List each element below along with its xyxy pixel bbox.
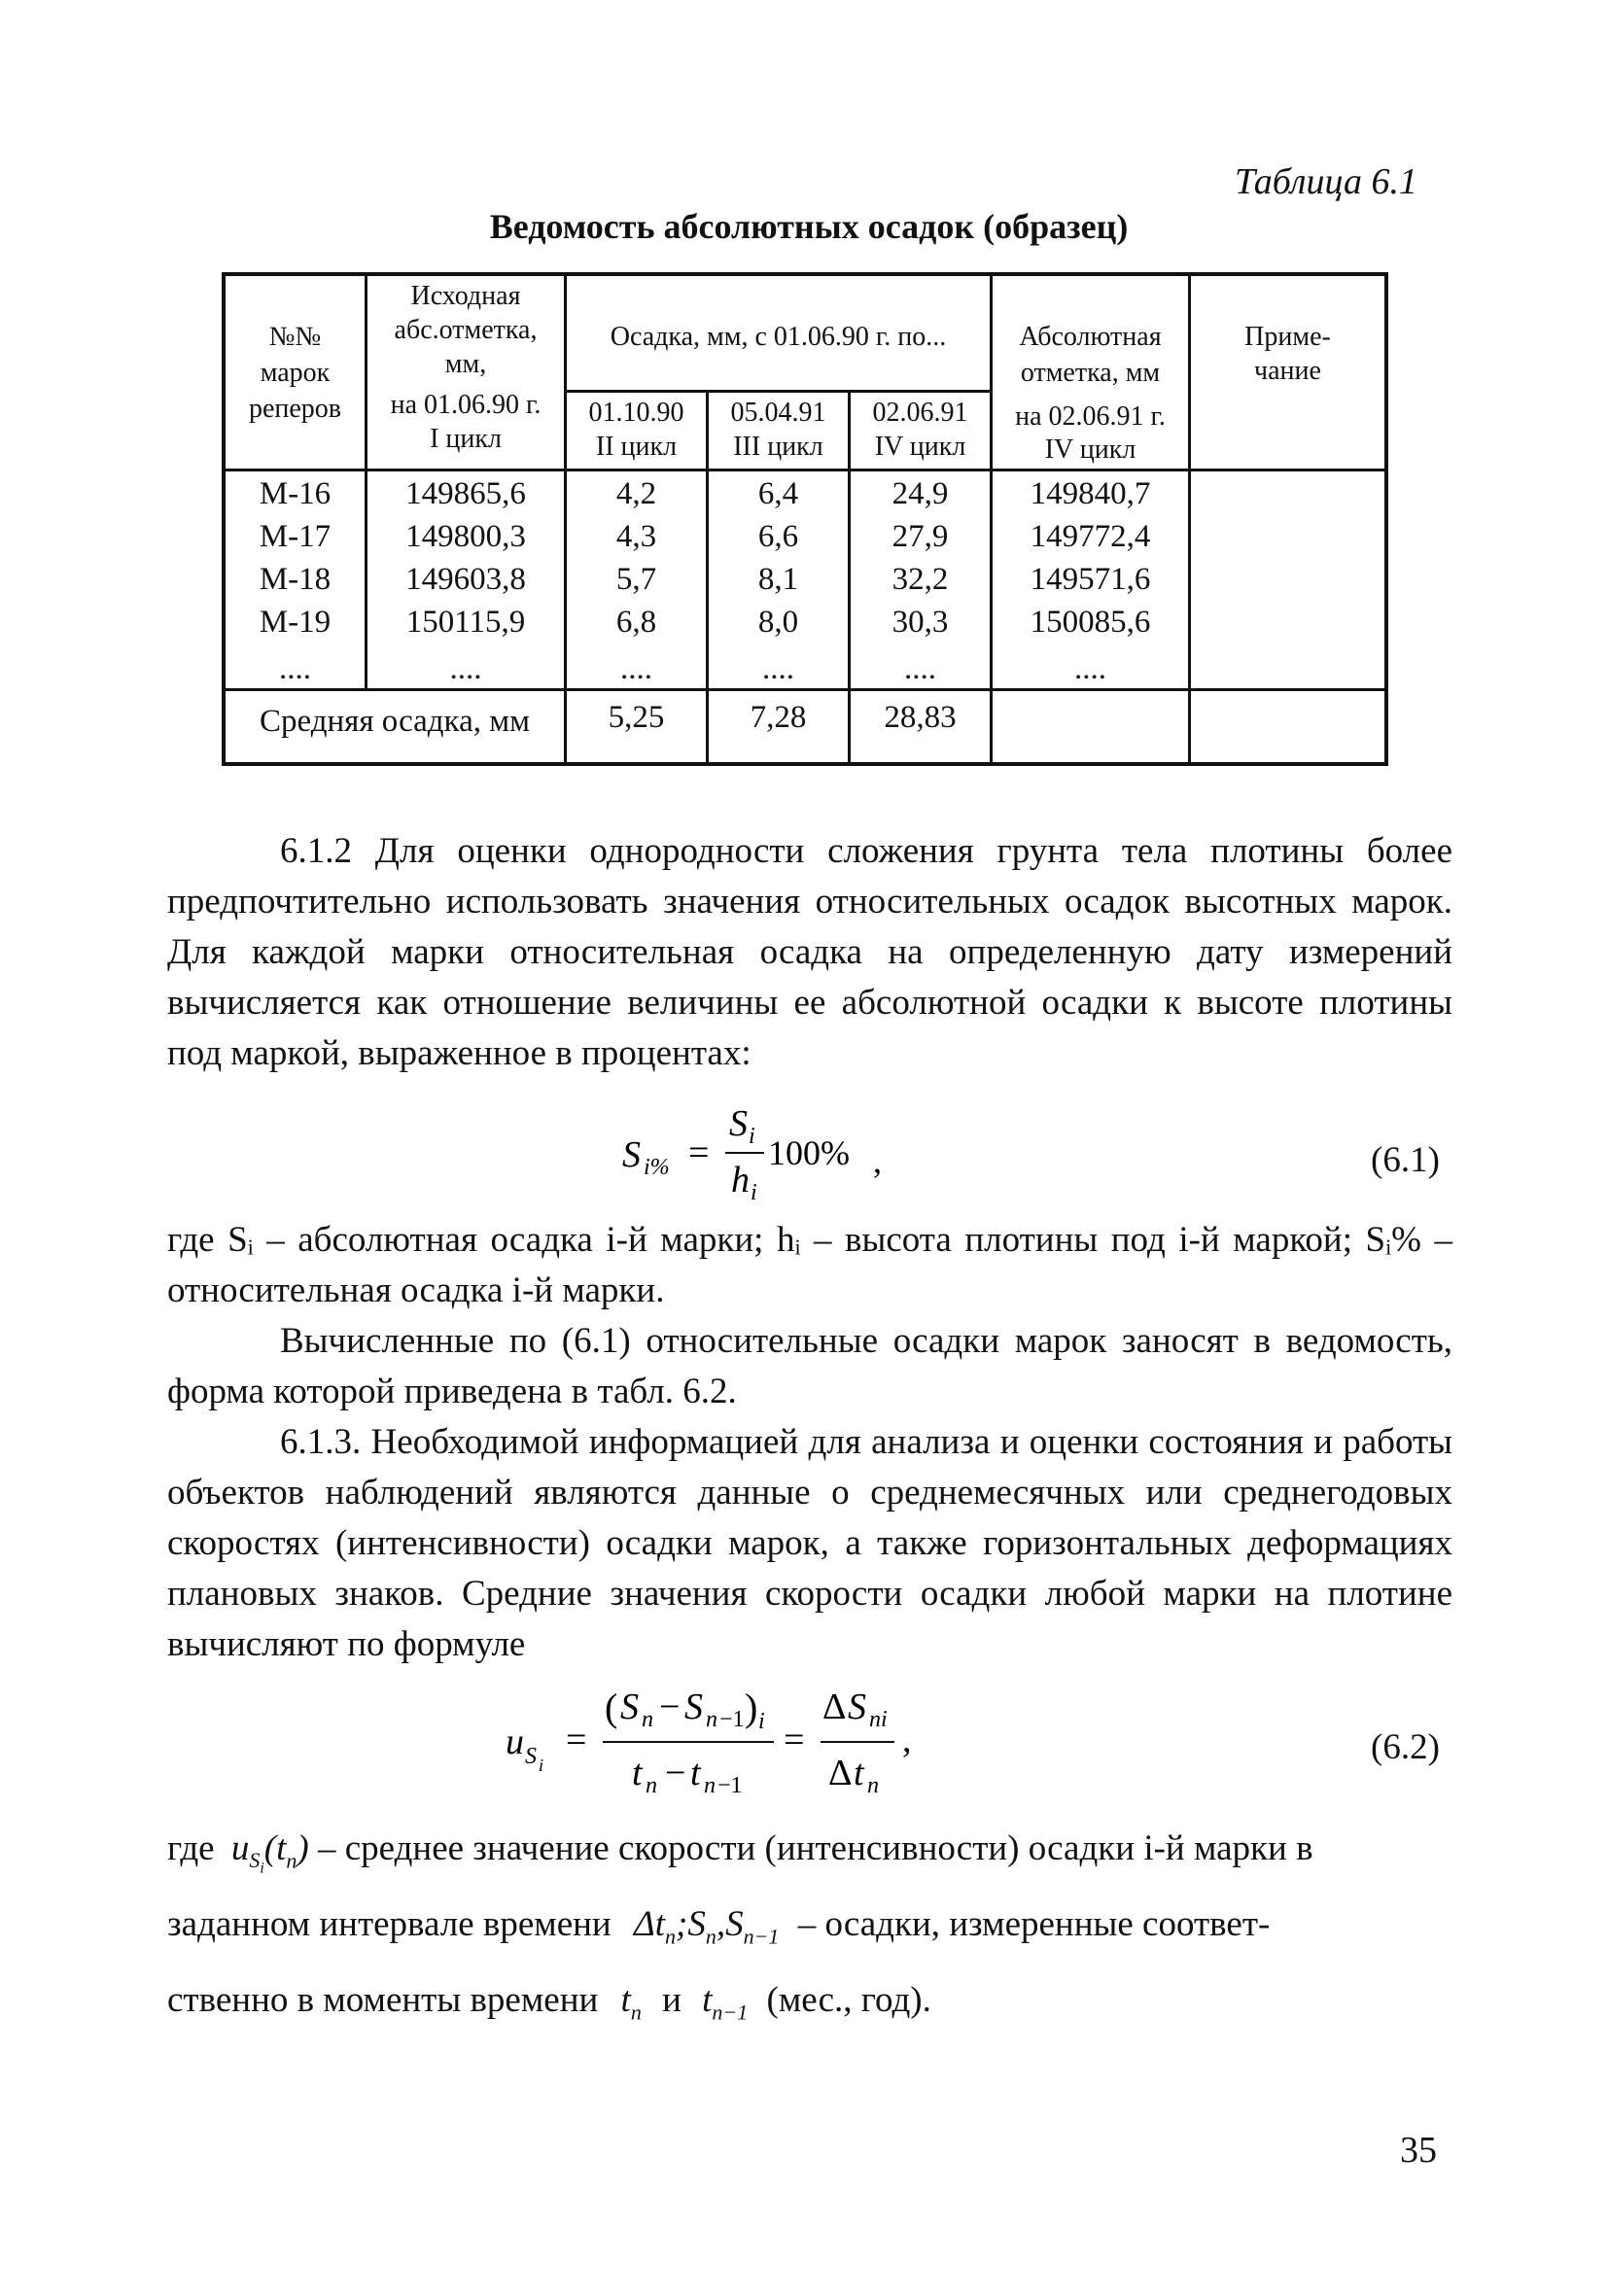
svg-text:n: n — [704, 1773, 716, 1798]
table-cell-c4: 24,9 — [891, 476, 949, 511]
table-cell-initial: 149865,6 — [405, 476, 526, 511]
svg-text:S: S — [525, 1744, 537, 1769]
svg-text:i: i — [758, 1709, 765, 1734]
table-cell-abs: .... — [1074, 651, 1106, 686]
equation-6-2 — [486, 1674, 992, 1810]
svg-text:−1: −1 — [717, 1773, 743, 1798]
header-marks: №№ марок реперов — [248, 322, 342, 424]
header-initial: Исходная абс.отметка, мм, на 01.06.90 г. I цикл — [390, 281, 542, 455]
row-divider — [226, 688, 1384, 691]
svg-text:S: S — [684, 1687, 703, 1727]
svg-text:i: i — [751, 1180, 757, 1203]
table-cell-c3: 8,0 — [757, 605, 799, 640]
table-cell-initial: 149800,3 — [405, 519, 526, 554]
table-cell-mark: М-18 — [259, 562, 332, 597]
svg-text:n: n — [642, 1707, 653, 1732]
svg-text:S: S — [620, 1687, 639, 1727]
svg-text:,: , — [873, 1141, 882, 1180]
page-number: 35 — [1400, 2130, 1437, 2171]
table-cell-c3: 8,1 — [757, 562, 799, 597]
avg-cycle-4: 28,83 — [884, 700, 957, 735]
svg-text:S: S — [729, 1103, 748, 1144]
table-cell-initial: 149603,8 — [405, 562, 526, 597]
svg-text:−1: −1 — [719, 1707, 745, 1732]
table-cell-initial: .... — [449, 651, 482, 686]
avg-cycle-3: 7,28 — [750, 700, 807, 735]
equation-6-1 — [574, 1096, 924, 1203]
svg-text:n: n — [867, 1773, 879, 1798]
svg-text:Δ: Δ — [828, 1753, 853, 1793]
svg-text:S: S — [848, 1687, 866, 1727]
table-cell-mark: М-16 — [259, 476, 332, 511]
svg-text:=: = — [688, 1132, 710, 1173]
svg-text:−: − — [665, 1753, 686, 1793]
svg-text:i%: i% — [644, 1155, 670, 1180]
equation-6-1-number: (6.1) — [1371, 1140, 1440, 1180]
table-cell-c4: 32,2 — [891, 562, 949, 597]
svg-text:u: u — [506, 1722, 524, 1762]
table-cell-c4: .... — [904, 651, 936, 686]
svg-text:S: S — [622, 1134, 641, 1175]
header-cycle-2: 01.10.90 II цикл — [588, 398, 684, 462]
row-divider — [226, 469, 1384, 471]
table-cell-mark: .... — [279, 651, 311, 686]
table-cell-mark: М-17 — [259, 519, 332, 554]
svg-text:,: , — [902, 1720, 912, 1760]
table-title: Ведомость абсолютных осадок (образец) — [489, 207, 1129, 246]
table-cell-initial: 150115,9 — [405, 605, 526, 640]
svg-text:n: n — [646, 1773, 657, 1798]
svg-text:t: t — [690, 1753, 701, 1793]
header-absolute: Абсолютная отметка, мм на 02.06.91 г. IV цикл — [1015, 322, 1166, 466]
settlement-table — [222, 272, 1388, 766]
table-cell-c3: .... — [762, 651, 794, 686]
table-cell-abs: 149772,4 — [1030, 519, 1151, 554]
svg-text:t: t — [632, 1753, 643, 1793]
svg-text:=: = — [566, 1720, 587, 1760]
avg-label: Средняя осадка, мм — [259, 704, 531, 739]
table-cell-c2: .... — [620, 651, 652, 686]
header-settlement: Осадка, мм, с 01.06.90 г. по... — [610, 322, 947, 352]
table-cell-c3: 6,4 — [757, 476, 799, 511]
table-cell-c2: 4,2 — [615, 476, 657, 511]
equation-6-2-number: (6.2) — [1371, 1727, 1440, 1767]
svg-text:h: h — [731, 1160, 750, 1200]
svg-text:t: t — [854, 1753, 864, 1793]
table-cell-c3: 6,6 — [757, 519, 799, 554]
svg-text:−: − — [659, 1687, 681, 1727]
table-cell-c2: 5,7 — [615, 562, 657, 597]
eq1-factor: 100% — [768, 1133, 850, 1172]
svg-text:): ) — [745, 1686, 758, 1729]
header-cycle-4: 02.06.91 IV цикл — [872, 398, 968, 462]
svg-text:ni: ni — [869, 1707, 888, 1732]
avg-cycle-2: 5,25 — [608, 700, 665, 735]
table-cell-mark: М-19 — [259, 605, 332, 640]
svg-text:i: i — [539, 1756, 544, 1775]
svg-text:(: ( — [605, 1686, 618, 1729]
svg-text:=: = — [784, 1720, 805, 1760]
header-note: Приме- чание — [1244, 322, 1331, 386]
svg-text:i: i — [749, 1124, 755, 1149]
row-divider — [564, 390, 990, 393]
svg-text:n: n — [706, 1707, 717, 1732]
svg-text:Δ: Δ — [822, 1687, 847, 1727]
table-label: Таблица 6.1 — [1235, 161, 1417, 202]
table-cell-c4: 27,9 — [891, 519, 949, 554]
table-cell-abs: 149840,7 — [1030, 476, 1151, 511]
header-cycle-3: 05.04.91 III цикл — [730, 398, 826, 462]
paragraph-6-1-2: 6.1.2 Для оценки однородности сложения грунта тела плотины более предпочтительно использовать значения относительных осадок высотных марок. Для каждой марки относительная осадка на определенную дату измерений вычисляется как отношение величины ее абсолютной осадки к высоте плотины под маркой, выраженное в процентах: — [167, 831, 1452, 1073]
table-cell-abs: 150085,6 — [1030, 605, 1151, 640]
paragraph-where-1: где Sᵢ – абсолютная осадка i-й марки; hᵢ – высота плотины под i-й маркой; Sᵢ% – относительная осадка i-й марки. Вычисленные по (6.1) относительные осадки марок заносят в ведомость, форма которой приведена в табл. 6.2. 6.1.3. Необходимой информацией для анализа и оценки состояния и работы объектов наблюдений являются данные о среднемесячных или среднегодовых скоростях (интенсивности) осадки марок, а также горизонтальных деформациях плановых знаков. Средние значения скорости осадки любой марки на плотине вычисляют по формуле — [167, 1220, 1452, 1664]
table-cell-c2: 6,8 — [615, 605, 657, 640]
table-cell-abs: 149571,6 — [1030, 562, 1151, 597]
table-cell-c4: 30,3 — [891, 605, 949, 640]
table-cell-c2: 4,3 — [615, 519, 657, 554]
